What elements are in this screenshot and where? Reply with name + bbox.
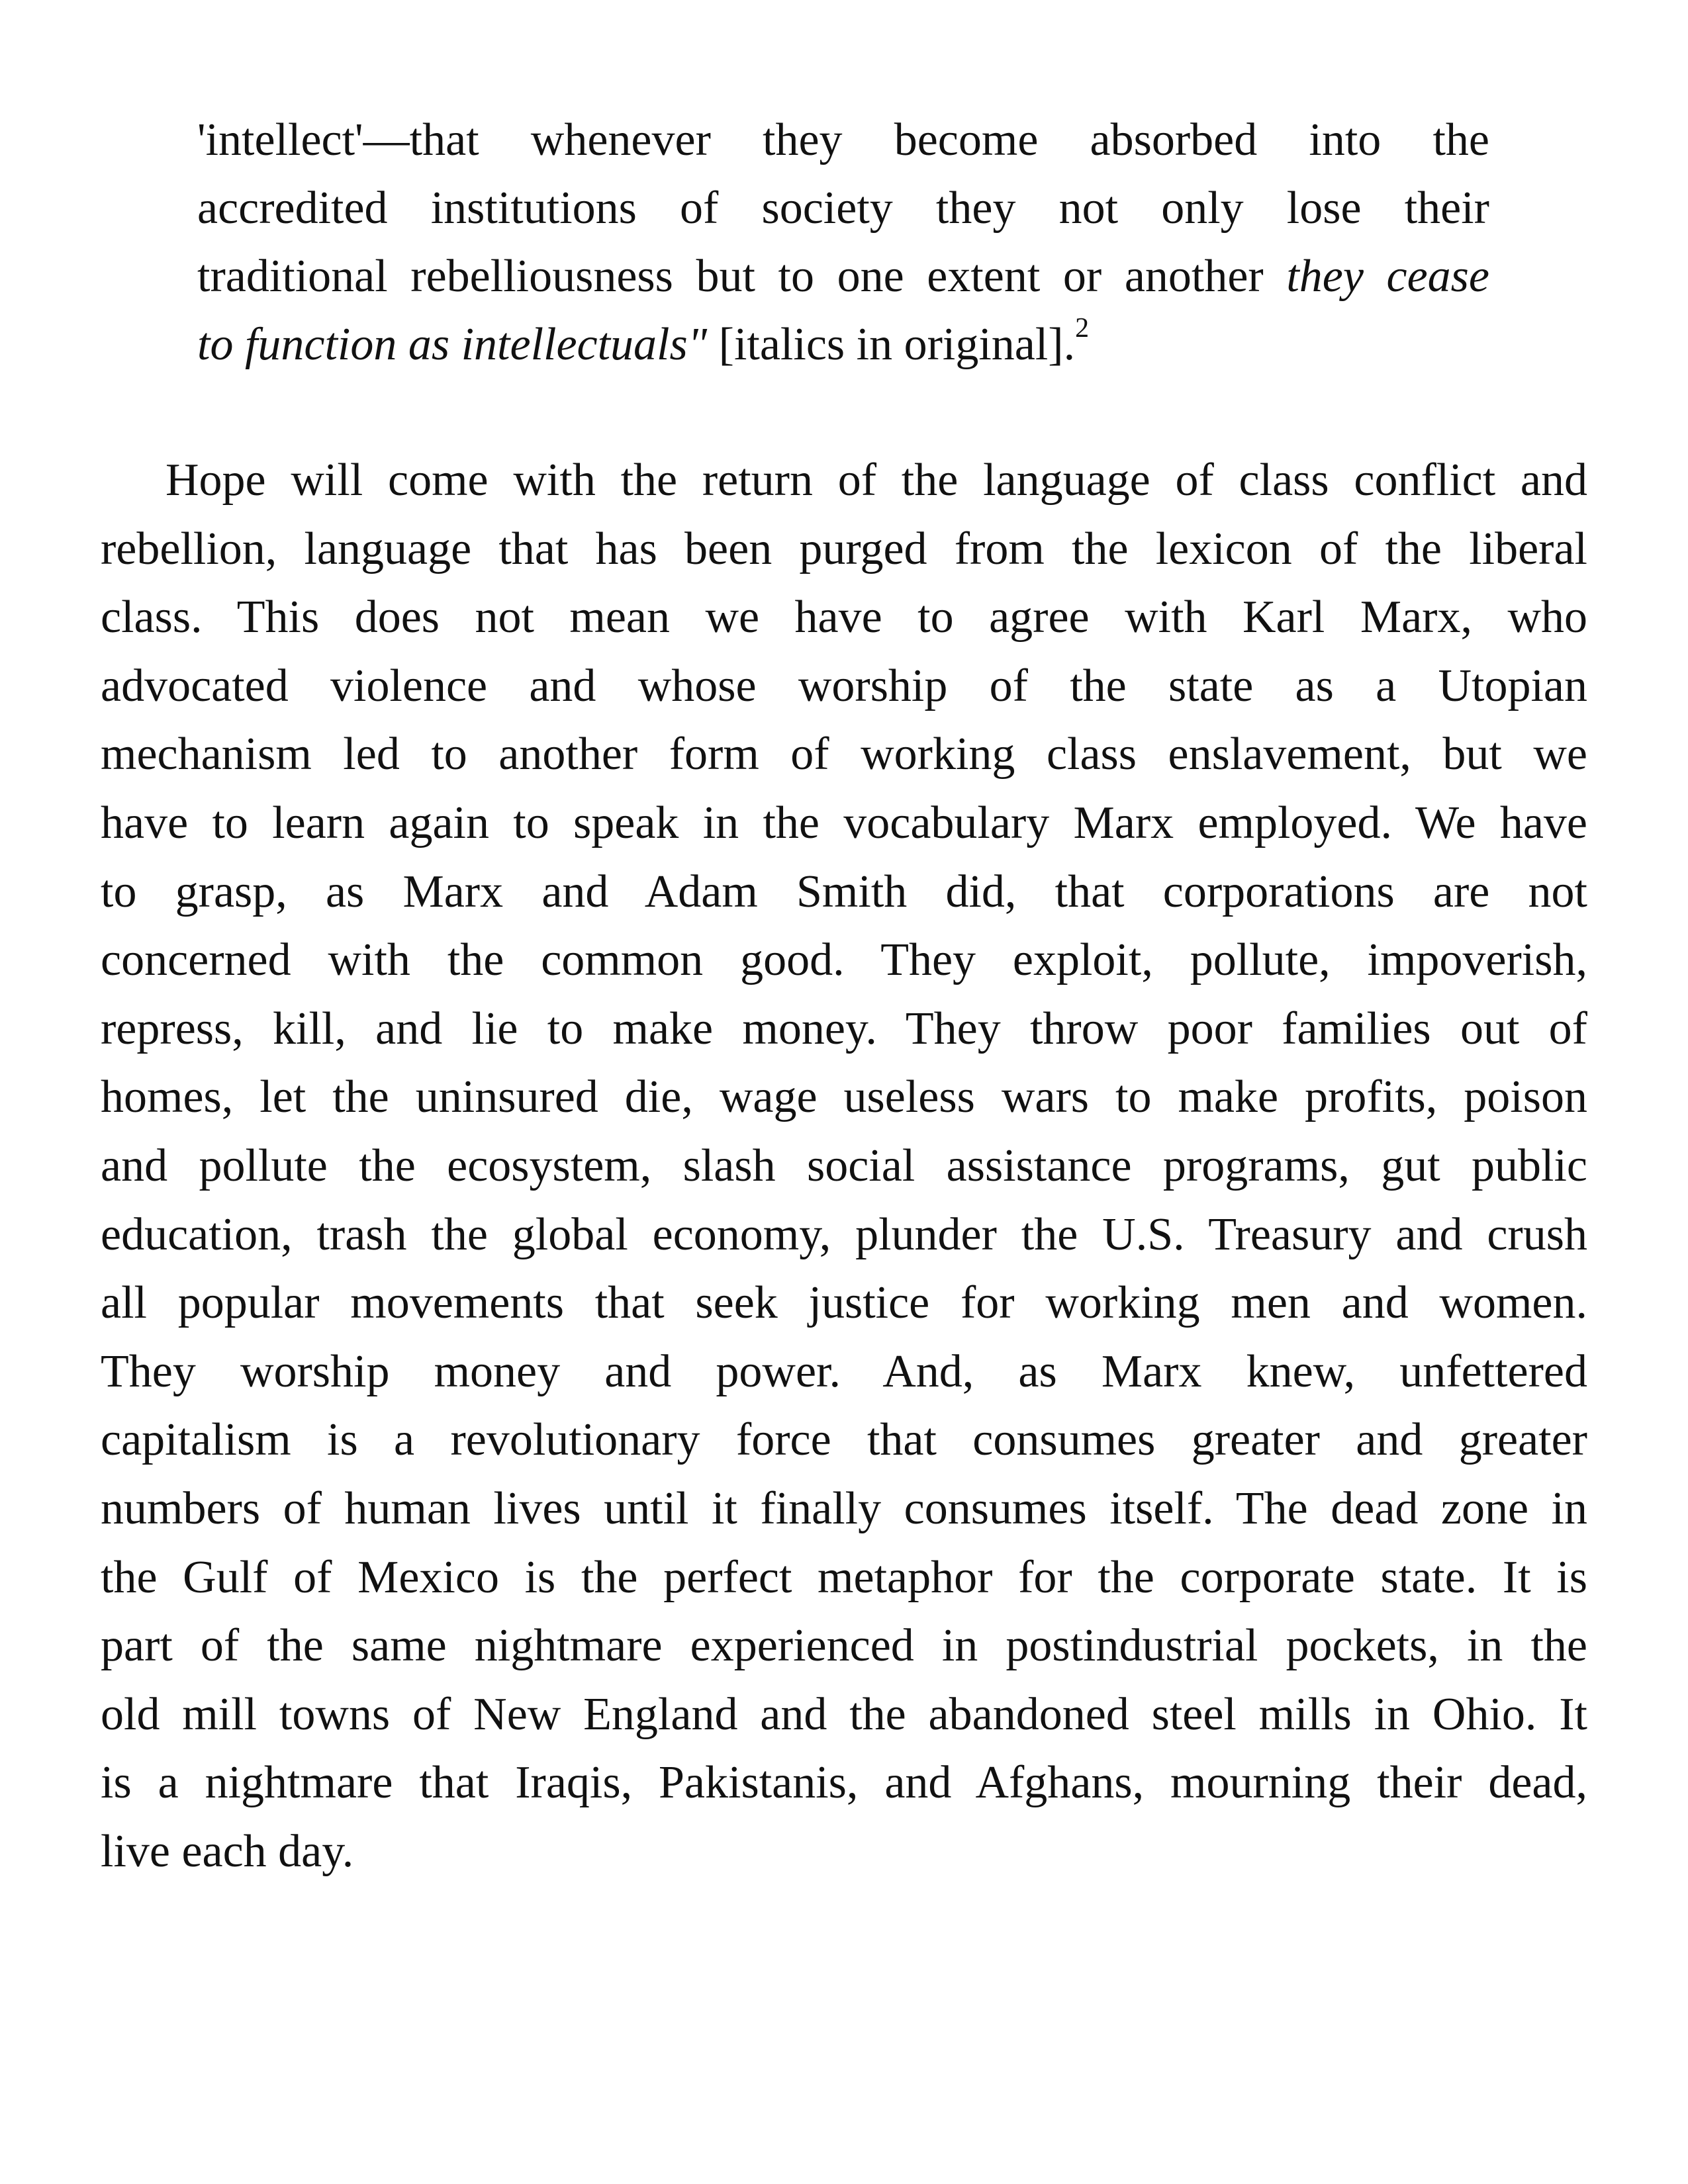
- paragraph-line: advocated violence and whose worship of the state as a Utopian: [101, 660, 1587, 711]
- footnote-reference[interactable]: 2: [1075, 312, 1090, 343]
- quote-line: [197, 242, 1489, 310]
- paragraph-line: education, trash the global economy, plunder the U.S. Treasury and crush: [101, 1208, 1587, 1260]
- paragraph-line: capitalism is a revolutionary force that consumes greater and greater: [101, 1414, 1587, 1466]
- paragraph-line: concerned with the common good. They exploit, pollute, impoverish,: [101, 934, 1587, 986]
- quote-line: [197, 310, 1489, 379]
- paragraph-line: is a nightmare that Iraqis, Pakistanis, and Afghans, mourning their dead,: [101, 1757, 1587, 1809]
- paragraph-line: have to learn again to speak in the vocabulary Marx employed. We have: [101, 797, 1587, 848]
- paragraph-line: to grasp, as Marx and Adam Smith did, that corporations are not: [101, 866, 1587, 917]
- paragraph-line: class. This does not mean we have to agree with Karl Marx, who: [101, 592, 1587, 643]
- paragraph-line: old mill towns of New England and the abandoned steel mills in Ohio. It: [101, 1688, 1587, 1740]
- paragraph-line: homes, let the uninsured die, wage useless wars to make profits, poison: [101, 1071, 1587, 1123]
- quote-italic-text: to function as intellectuals": [197, 319, 708, 370]
- quote-line: accredited institutions of society they not only lose their: [197, 183, 1489, 234]
- paragraph-line: Hope will come with the return of the language of class conflict and: [165, 455, 1587, 506]
- block-quote: [197, 106, 1489, 379]
- paragraph-line: and pollute the ecosystem, slash social assistance programs, gut public: [101, 1140, 1587, 1191]
- body-paragraph: [101, 446, 1587, 1886]
- paragraph-line: mechanism led to another form of working class enslavement, but we: [101, 729, 1587, 780]
- paragraph-line: all popular movements that seek justice for working men and women.: [101, 1277, 1587, 1329]
- paragraph-line: part of the same nightmare experienced in postindustrial pockets, in the: [101, 1620, 1587, 1672]
- paragraph-line: rebellion, language that has been purged from the lexicon of the liberal: [101, 523, 1587, 574]
- quote-line-text: [italics in original].: [707, 319, 1076, 370]
- paragraph-line: numbers of human lives until it finally consumes itself. The dead zone in: [101, 1482, 1587, 1534]
- paragraph-line: the Gulf of Mexico is the perfect metaphor for the corporate state. It is: [101, 1551, 1587, 1603]
- paragraph-line: They worship money and power. And, as Marx knew, unfettered: [101, 1345, 1587, 1397]
- quote-line-text: traditional rebelliousness but to one extent or another: [197, 251, 1287, 302]
- paragraph-line: repress, kill, and lie to make money. They throw poor families out of: [101, 1003, 1587, 1054]
- quote-italic-text: they cease: [1286, 251, 1489, 302]
- quote-line: 'intellect'—that whenever they become absorbed into the: [197, 114, 1489, 165]
- paragraph-line: live each day.: [101, 1825, 354, 1877]
